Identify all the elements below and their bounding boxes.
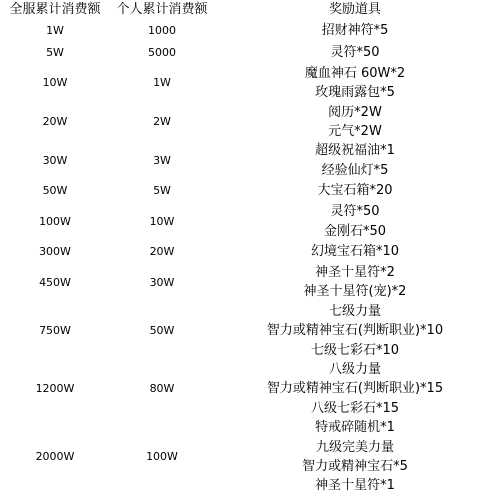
reward-item: 大宝石箱*20 <box>317 183 393 199</box>
server-total-cell: 5W <box>46 46 64 59</box>
reward-item: 玫瑰雨露包*5 <box>315 85 395 101</box>
personal-total-cell: 50W <box>149 324 175 338</box>
reward-item: 金刚石*50 <box>323 223 387 239</box>
server-total-cell: 10W <box>42 76 68 90</box>
server-total-cell: 1200W <box>35 382 75 396</box>
reward-item: 灵符*50 <box>330 45 380 60</box>
reward-item: 特戒碎随机*1 <box>315 420 395 436</box>
header-server-total: 全服累计消费额 <box>9 2 101 17</box>
reward-item: 神圣十星符(宠)*2 <box>303 284 407 300</box>
reward-item: 招财神符*5 <box>321 23 389 38</box>
personal-total-cell: 100W <box>146 450 178 464</box>
server-total-cell: 750W <box>39 324 71 338</box>
personal-total-cell: 1W <box>153 76 171 90</box>
reward-item: 阅历*2W <box>328 104 382 120</box>
personal-total-cell: 3W <box>153 154 171 167</box>
reward-item: 经验仙灯*5 <box>321 162 389 178</box>
reward-item: 元气*2W <box>328 123 382 139</box>
personal-total-cell: 30W <box>149 275 175 289</box>
server-total-cell: 100W <box>39 214 71 228</box>
personal-total-cell: 1000 <box>148 24 176 37</box>
reward-item: 幻境宝石箱*10 <box>310 244 400 260</box>
server-total-cell: 50W <box>42 184 68 198</box>
header-reward-items: 奖励道具 <box>328 2 381 17</box>
reward-item: 神圣十星符*2 <box>315 264 395 280</box>
server-total-cell: 20W <box>42 115 68 129</box>
reward-item: 智力或精神宝石(判断职业)*10 <box>266 323 444 339</box>
personal-total-cell: 80W <box>149 382 175 396</box>
server-total-cell: 30W <box>42 154 68 167</box>
reward-item: 八级七彩石*15 <box>310 400 400 416</box>
reward-item: 超级祝福油*1 <box>315 143 395 159</box>
reward-item: 神圣十星符*1 <box>315 478 395 494</box>
personal-total-cell: 10W <box>149 214 175 228</box>
server-total-cell: 300W <box>39 245 71 259</box>
reward-item: 七级力量 <box>328 303 381 319</box>
server-total-cell: 1W <box>46 24 64 37</box>
server-total-cell: 450W <box>39 275 71 289</box>
reward-item: 八级力量 <box>328 361 381 377</box>
reward-item: 七级七彩石*10 <box>310 342 400 358</box>
reward-item: 魔血神石 60W*2 <box>304 65 406 81</box>
personal-total-cell: 5W <box>153 184 171 198</box>
personal-total-cell: 20W <box>149 245 175 259</box>
server-total-cell: 2000W <box>35 450 75 464</box>
reward-item: 智力或精神宝石*5 <box>302 458 408 474</box>
reward-item: 九级完美力量 <box>315 439 394 455</box>
reward-item: 智力或精神宝石(判断职业)*15 <box>266 381 444 397</box>
reward-item: 灵符*50 <box>330 204 380 220</box>
header-personal-total: 个人累计消费额 <box>116 2 208 17</box>
personal-total-cell: 5000 <box>148 46 176 59</box>
personal-total-cell: 2W <box>153 115 171 129</box>
